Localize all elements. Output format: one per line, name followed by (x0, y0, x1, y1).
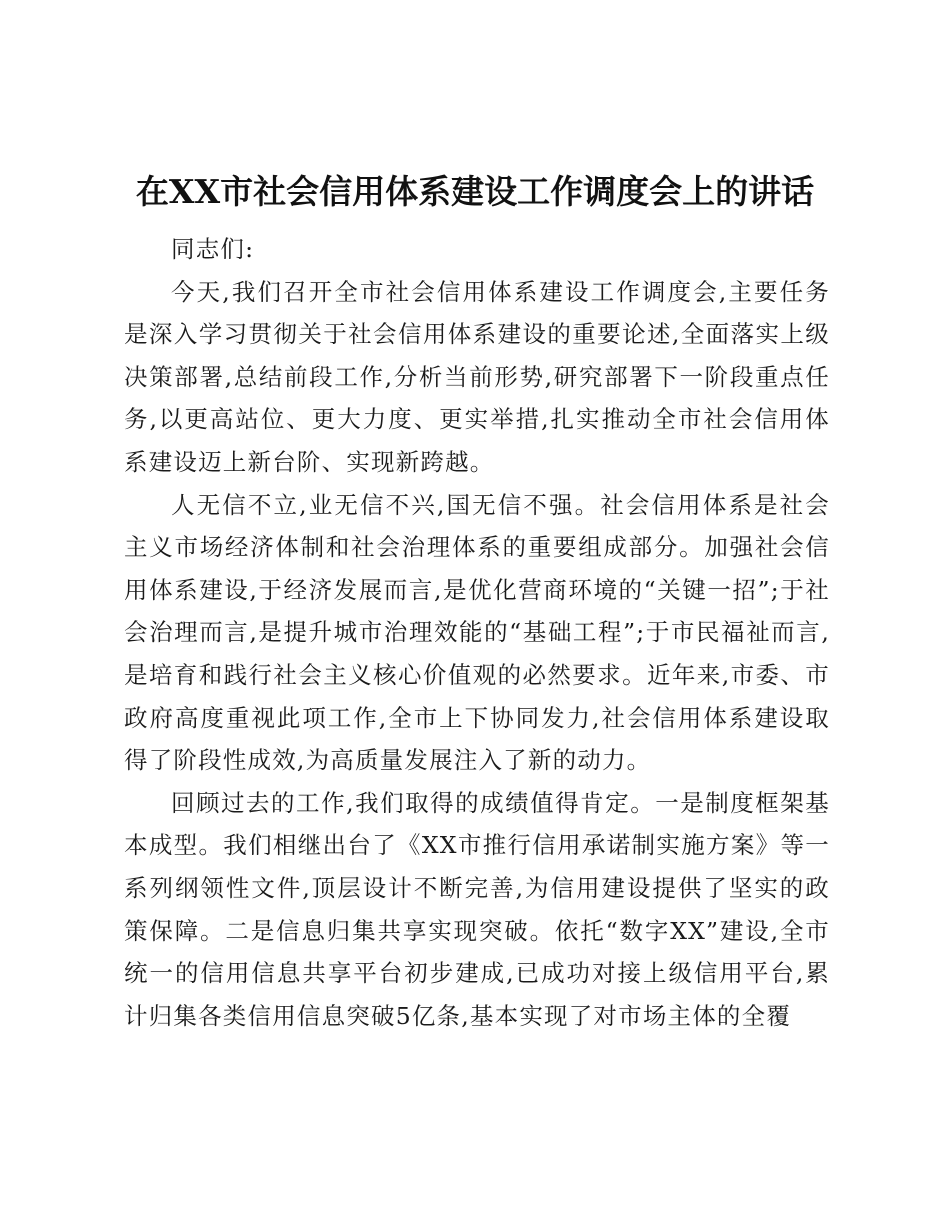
importance-paragraph: 人无信不立,业无信不兴,国无信不强。社会信用体系是社会主义市场经济体制和社会治理体系的重要组成部分。加强社会信用体系建设,于经济发展而言,是优化营商环境的“关键一招”;于社会治理而言,是提升城市治理效能的“基础工程”;于市民福祉而言,是培育和践行社会主义核心价值观的必然要求。近年来,市委、市政府高度重视此项工作,全市上下协同发力,社会信用体系建设取得了阶段性成效,为高质量发展注入了新的动力。 (124, 490, 830, 775)
review-paragraph: 回顾过去的工作,我们取得的成绩值得肯定。一是制度框架基本成型。我们相继出台了《XX市推行信用承诺制实施方案》等一系列纲领性文件,顶层设计不断完善,为信用建设提供了坚实的政策保障。二是信息归集共享实现突破。依托“数字XX”建设,全市统一的信用信息共享平台初步建成,已成功对接上级信用平台,累计归集各类信用信息突破5亿条,基本实现了对市场主体的全覆 (124, 788, 830, 1030)
document-title: 在XX市社会信用体系建设工作调度会上的讲话 (135, 172, 815, 211)
greeting-paragraph: 同志们: (171, 235, 255, 263)
intro-paragraph: 今天,我们召开全市社会信用体系建设工作调度会,主要任务是深入学习贯彻关于社会信用体系建设的重要论述,全面落实上级决策部署,总结前段工作,分析当前形势,研究部署下一阶段重点任务,以更高站位、更大力度、更实举措,扎实推动全市社会信用体系建设迈上新台阶、实现新跨越。 (124, 277, 830, 476)
document-body (124, 228, 830, 1037)
